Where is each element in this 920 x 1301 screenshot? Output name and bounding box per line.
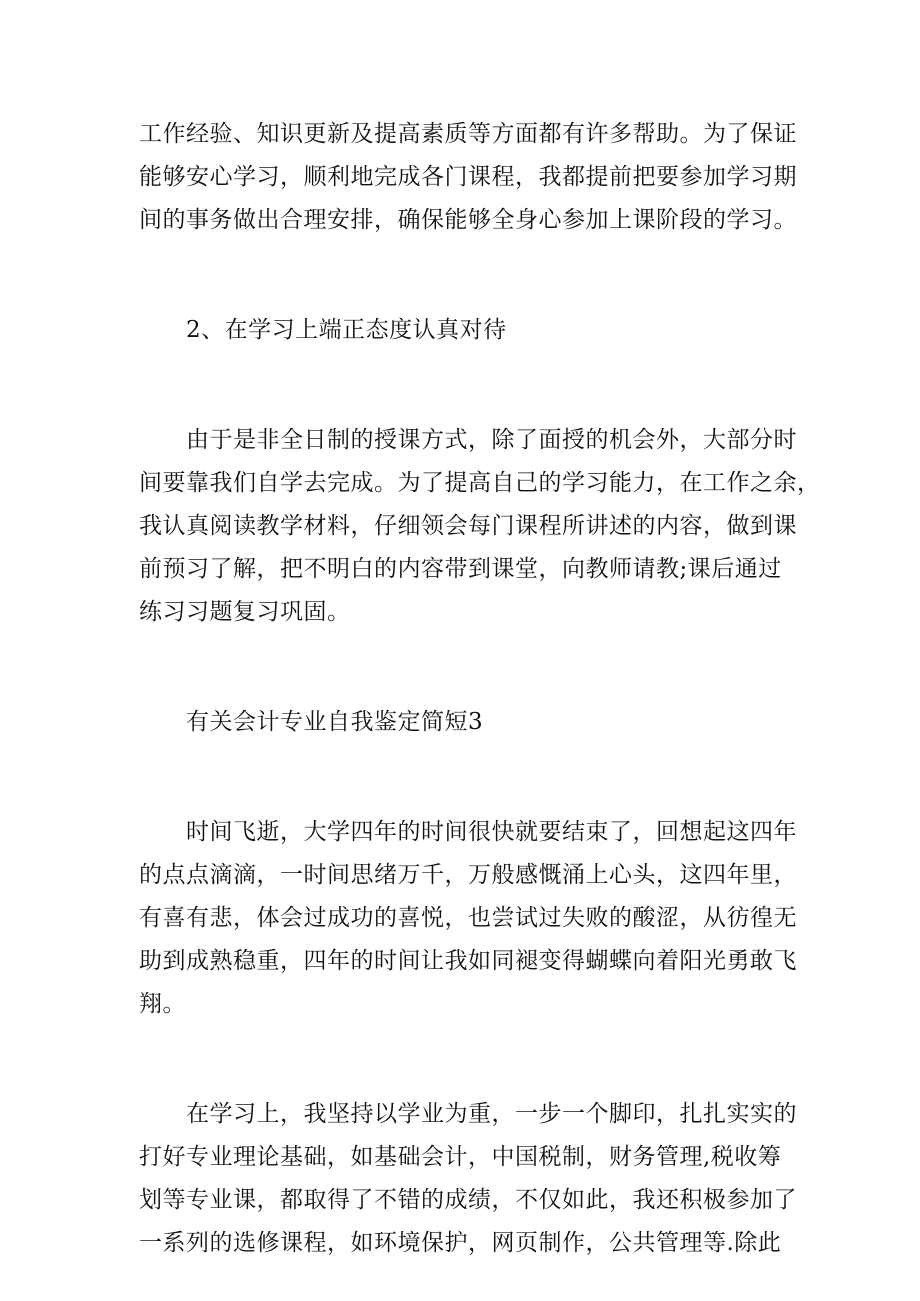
paragraph-gap xyxy=(139,634,799,701)
text-line: 有喜有悲，体会过成功的喜悦，也尝试过失败的酸涩，从彷徨无 xyxy=(139,905,797,931)
text-line: 划等专业课，都取得了不错的成绩，不仅如此，我还积极参加了 xyxy=(139,1187,797,1213)
text-line: 在学习上，我坚持以学业为重，一步一个脚印，扎扎实实的 xyxy=(186,1101,797,1127)
document-body xyxy=(139,113,821,1265)
text-line: 由于是非全日制的授课方式，除了面授的机会外，大部分时 xyxy=(186,427,797,453)
text-line: 助到成熟稳重，四年的时间让我如同褪变得蝴蝶向着阳光勇敢飞 xyxy=(139,948,797,974)
paragraph-continuation xyxy=(139,113,799,242)
text-line: 能够安心学习，顺利地完成各门课程，我都提前把要参加学习期 xyxy=(139,164,797,190)
text-line: 打好专业理论基础，如基础会计，中国税制，财务管理,税收筹 xyxy=(139,1144,782,1170)
paragraph-academics xyxy=(139,1093,799,1265)
paragraph-gap xyxy=(139,1026,799,1093)
text-line: 练习习题复习巩固。 xyxy=(139,599,351,625)
heading-text: 2、在学习上端正态度认真对待 xyxy=(186,317,507,343)
text-line: 前预习了解，把不明白的内容带到课堂，向教师请教;课后通过 xyxy=(139,556,782,582)
title-text: 有关会计专业自我鉴定简短3 xyxy=(186,709,484,735)
text-line: 间要靠我们自学去完成。为了提高自己的学习能力，在工作之余， xyxy=(139,470,821,496)
section-title xyxy=(139,701,799,744)
text-line: 间的事务做出合理安排，确保能够全身心参加上课阶段的学习。 xyxy=(139,207,797,233)
paragraph-gap xyxy=(139,242,799,309)
section-heading xyxy=(139,309,799,352)
text-line: 我认真阅读教学材料，仔细领会每门课程所讲述的内容，做到课 xyxy=(139,513,797,539)
paragraph-four-years xyxy=(139,811,799,1026)
paragraph-gap xyxy=(139,352,799,419)
paragraph-gap xyxy=(139,744,799,811)
text-line: 工作经验、知识更新及提高素质等方面都有许多帮助。为了保证 xyxy=(139,121,797,147)
text-line: 翔。 xyxy=(139,991,186,1017)
text-line: 的点点滴滴，一时间思绪万千，万般感慨涌上心头，这四年里， xyxy=(139,862,797,888)
text-line: 时间飞逝，大学四年的时间很快就要结束了，回想起这四年 xyxy=(186,819,797,845)
paragraph-study-method xyxy=(139,419,821,634)
text-line: 一系列的选修课程，如环境保护，网页制作，公共管理等.除此 xyxy=(139,1230,782,1256)
